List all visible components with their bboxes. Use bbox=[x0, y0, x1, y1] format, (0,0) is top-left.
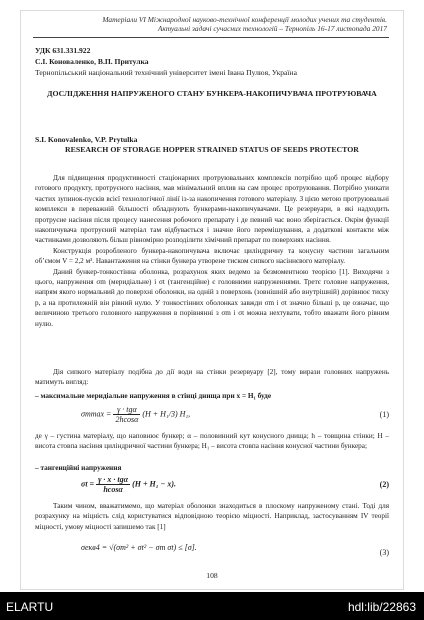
page-number: 108 bbox=[206, 571, 218, 580]
formula-2 bbox=[81, 475, 389, 497]
where-clause bbox=[35, 431, 389, 452]
formula-1-number: (1) bbox=[379, 410, 389, 419]
footer-handle[interactable]: hdl:lib/22863 bbox=[347, 600, 416, 614]
header-line-1: Матеріали VI Міжнародної науково-технічної конференції молодих учених та студентів. bbox=[102, 15, 387, 24]
authors-ua: С.І. Коноваленко, В.П. Притулка bbox=[35, 57, 149, 66]
formula-1-fraction bbox=[113, 405, 140, 424]
footer-left-label: ELARTU bbox=[6, 600, 54, 614]
body-section-b bbox=[35, 367, 389, 388]
body-section-a bbox=[35, 173, 389, 329]
formula-2-numerator: γ · x · tgα bbox=[98, 475, 129, 484]
authors-en: S.I. Konovalenko, V.P. Prytulka bbox=[35, 135, 138, 144]
body-section-c bbox=[35, 501, 389, 532]
paragraph: Для підвищення продуктивності стаціонарних протруювальних комплексів потрібно щоб процес відбору готового продукту, протруєного насіння, мав мінімальний вплив на сам процес протруювання. Потрібно уникати частих зупинок-пусків всієї технологічної лінії із-за накопичення готового матеріалу. З цією метою протруювальні комплекси в переважній більшості обладнують бункерами-накопичувачами. Це резервуари, в які надходить протруєне насіння після процесу нанесення робочого препарату і де певний час воно зберігається. Окрім функції накопичувача протруєний матеріал там відбувається і значне його перемішування, а додаткові контакти між частинками дозволяють більш рівномірно розподілити хімічний препарат по поверхнях насіння. bbox=[35, 174, 389, 245]
formula-1-lhs: σmmax = bbox=[81, 409, 112, 419]
paragraph: Таким чином, вважатимемо, що матеріал оболонки знаходиться в плоскому напруженому стані. Тоді для розрахунку на міцність слід користуватися відповідною теорією міцності. Наприклад, застосуванням IV теорії міцності, умову міцності запишемо так [1] bbox=[35, 502, 389, 531]
formula-2-rest: (H + H₁ − x). bbox=[132, 479, 177, 489]
formula-3-number: (3) bbox=[379, 548, 389, 557]
udc-code: УДК 631.331.922 bbox=[35, 46, 91, 55]
affiliation: Тернопільський національний технічний університет імені Івана Пулюя, Україна bbox=[35, 68, 297, 77]
subheading-meridional: – максимальне меридіальне напруження в стінці днища при x = H₁ буде bbox=[35, 391, 272, 400]
formula-2-fraction bbox=[96, 475, 130, 494]
repository-footer bbox=[0, 592, 424, 620]
formula-1-rest: (H + H₁/3) H₁, bbox=[142, 409, 191, 419]
formula-1-denominator: 2hcosα bbox=[115, 415, 139, 424]
title-en: RESEARCH OF STORAGE HOPPER STRAINED STATUS OF SEEDS PROTECTOR bbox=[65, 145, 359, 154]
formula-1 bbox=[81, 405, 389, 427]
formula-3 bbox=[81, 543, 389, 565]
formula-3-text: σекв4 = √(σm² + σt² − σm σt) ≤ [σ]. bbox=[81, 543, 197, 552]
formula-2-denominator: hcosα bbox=[103, 485, 123, 494]
formula-2-number: (2) bbox=[379, 480, 389, 489]
formula-2-lhs: σt = bbox=[81, 479, 95, 489]
paragraph: Даний бункер-тонкостінна оболонка, розрахунок яких ведемо за безмоментною теорією [1]. Виходячи з цього, напруження σm (меридіальне) і σt (тангенційне) є головними напруженнями. Третє головне напруження, напрям якого нормальний до поверхні оболонки, на одній з поверхонь (зовнішній або внутрішній) дорівнює тиску p, а на протилежній він рівний нулю. У тонкостінних оболонках завжди σm і σt значно більші p, це означає, що величиною третього головного напруження в порівнянні з σm і σt можна нехтувати, тобто вважати його рівним нулю. bbox=[35, 267, 389, 328]
conference-header bbox=[21, 15, 403, 33]
paper-page bbox=[20, 10, 404, 590]
header-rule bbox=[33, 37, 389, 38]
where-text: де γ – густина матеріалу, що наповнює бункер; α – половинний кут конусного днища; h – товщина стінки; H – висота стовпа насіння циліндричної частини бункера; H₁ – висота стовпа насіння конусної частини бункера; bbox=[35, 432, 389, 451]
title-ua: ДОСЛІДЖЕННЯ НАПРУЖЕНОГО СТАНУ БУНКЕРА-НАКОПИЧУВАЧА ПРОТРУЮВАЧА bbox=[47, 89, 377, 98]
subheading-tangential: – тангенційні напруження bbox=[35, 463, 122, 472]
formula-1-numerator: γ · tgα bbox=[113, 405, 140, 415]
paragraph: Конструкція розробленого бункера-накопичувача включає циліндричну та конусну частини загальним об’ємом V = 2,2 м³. Навантаження на стінки бункера утворене тиском сипкого насіннєвого матеріалу. bbox=[35, 246, 389, 266]
header-line-2: Актуальні задачі сучасних технологій – Тернопіль 16-17 листопада 2017 bbox=[157, 24, 387, 33]
paragraph: Дія сипкого матеріалу подібна до дії води на стінки резервуару [2], тому вирази головних напружень матимуть вигляд: bbox=[35, 368, 389, 387]
